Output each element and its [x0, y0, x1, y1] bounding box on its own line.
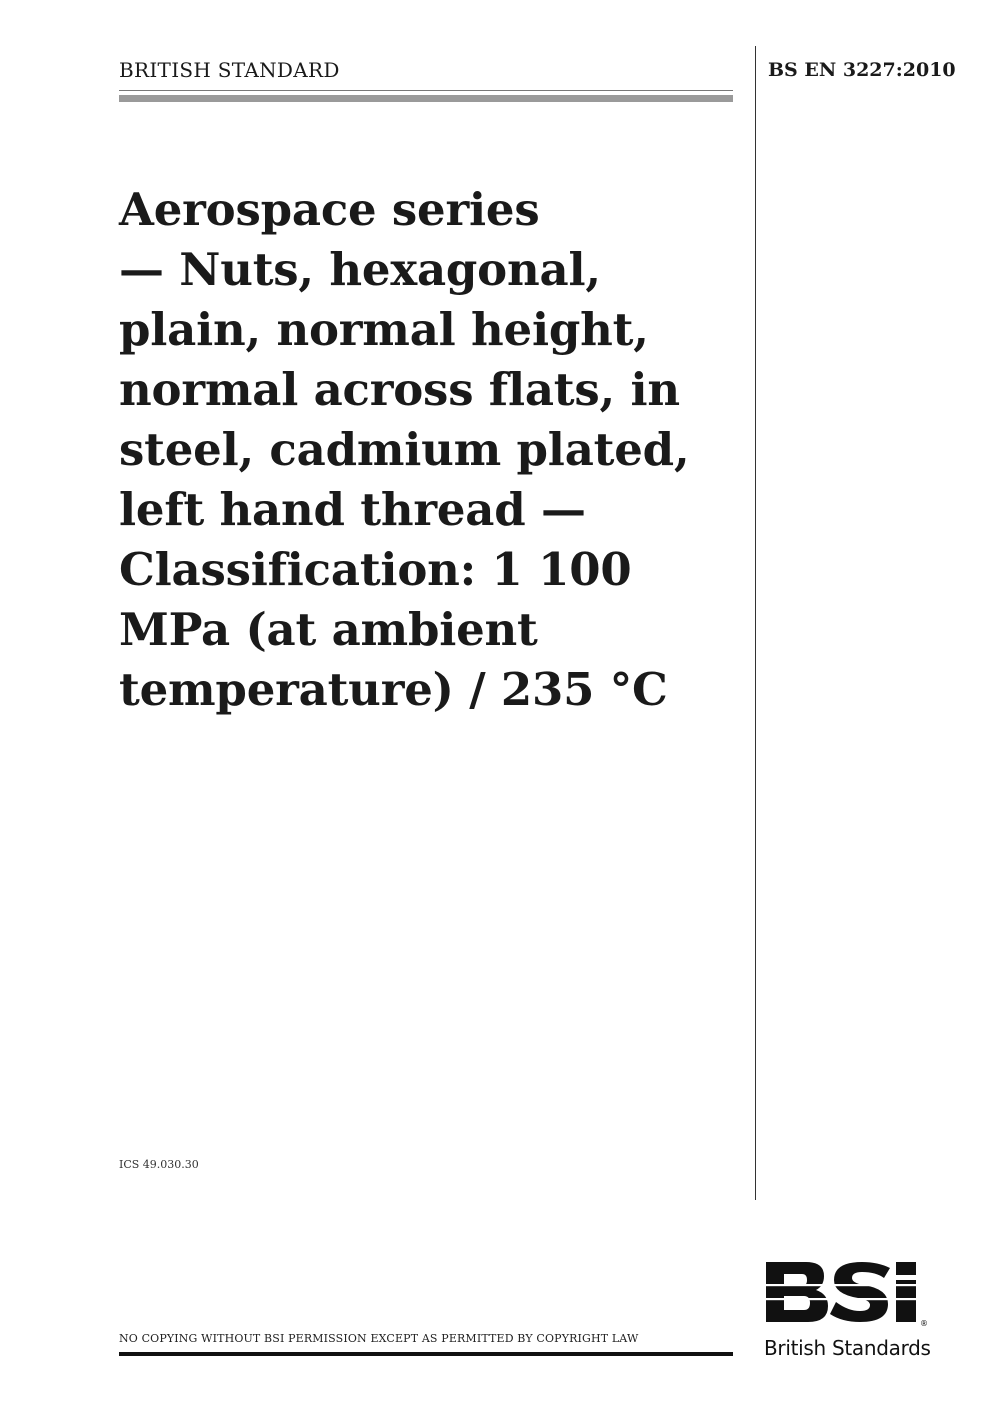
title-line: steel, cadmium plated,: [119, 423, 690, 476]
header-thick-rule: [119, 95, 733, 102]
title-line: plain, normal height,: [119, 303, 649, 356]
title-line: Aerospace series: [119, 183, 540, 236]
title-line: — Nuts, hexagonal,: [119, 243, 601, 296]
logo-caption: British Standards: [764, 1336, 931, 1360]
title-line: left hand thread —: [119, 483, 586, 536]
standard-number: BS EN 3227:2010: [768, 59, 956, 81]
title-line: normal across flats, in: [119, 363, 680, 416]
title-line: Classification: 1 100: [119, 543, 632, 596]
title-line: temperature) / 235 °C: [119, 663, 668, 716]
registered-mark: ®: [920, 1319, 928, 1328]
title-line: MPa (at ambient: [119, 603, 538, 656]
document-series-label: BRITISH STANDARD: [119, 58, 340, 82]
header-thin-rule: [119, 90, 733, 91]
footer-rule: [119, 1352, 733, 1356]
column-divider: [755, 46, 756, 1200]
copyright-notice: NO COPYING WITHOUT BSI PERMISSION EXCEPT AS PERMITTED BY COPYRIGHT LAW: [119, 1332, 639, 1345]
ics-code: ICS 49.030.30: [119, 1158, 199, 1171]
document-title: [119, 180, 739, 720]
